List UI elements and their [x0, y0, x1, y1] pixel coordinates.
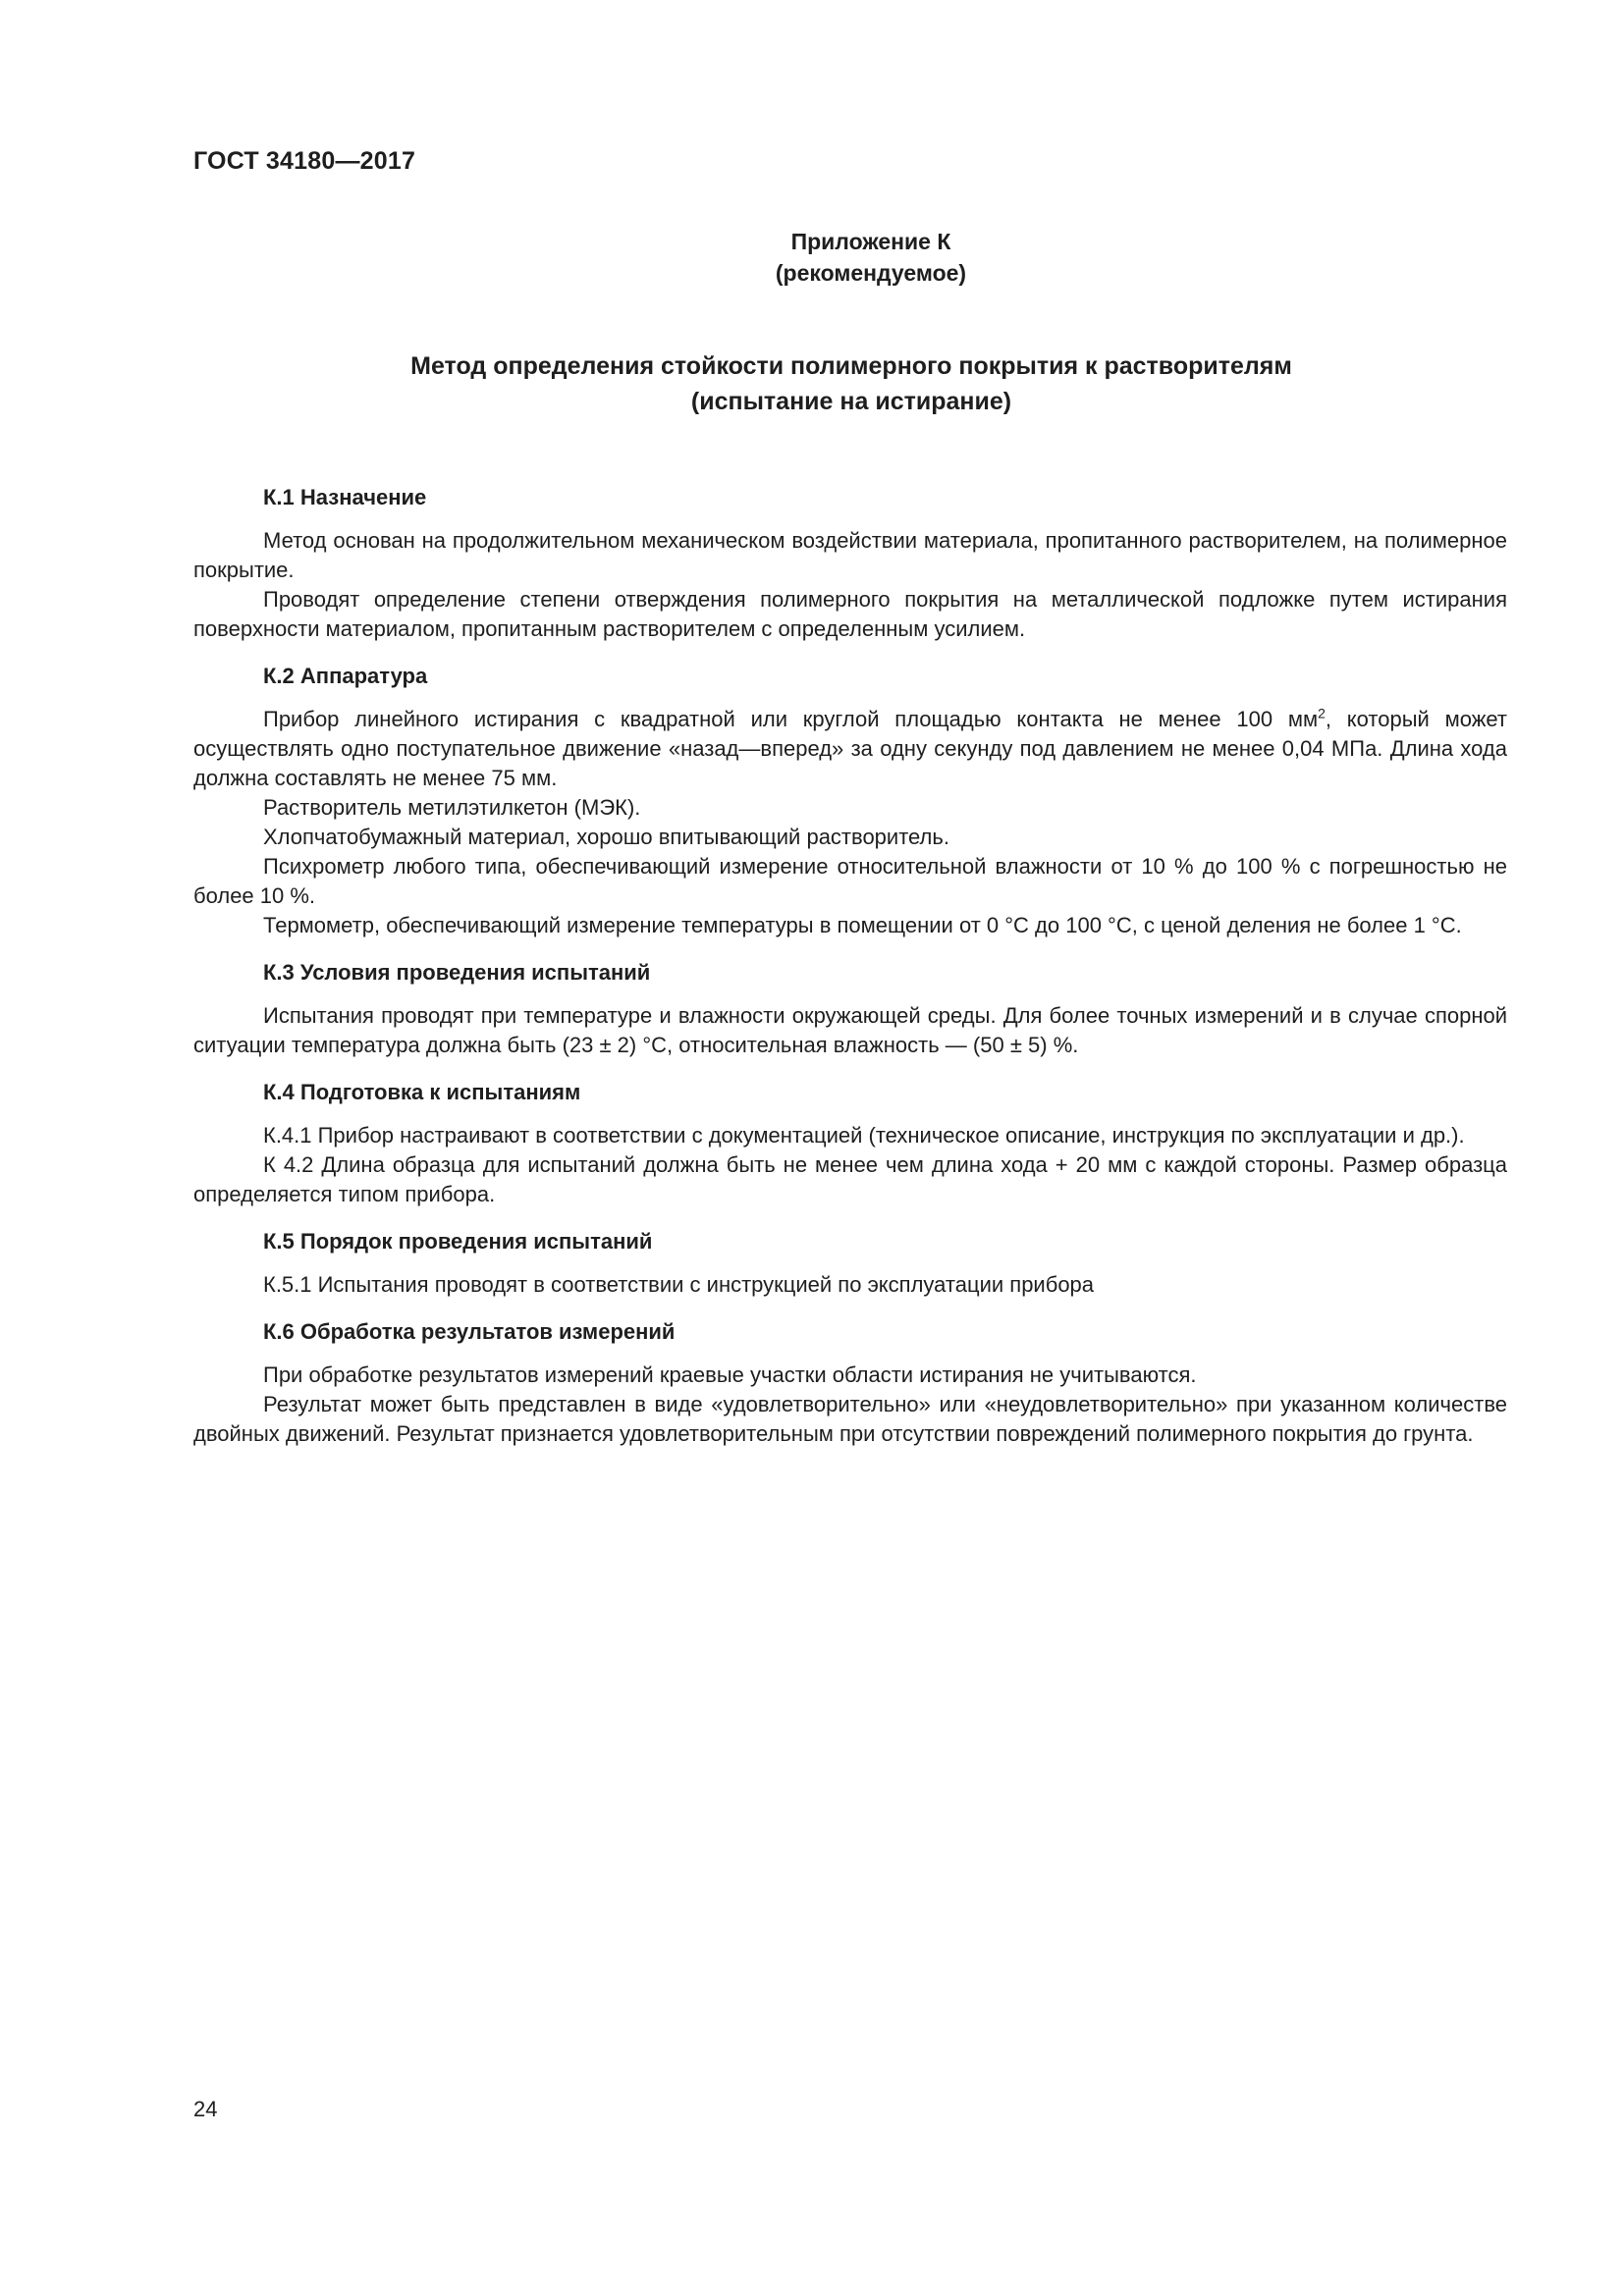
- paragraph: Испытания проводят при температуре и влажности окружающей среды. Для более точных измерений и в случае спорной ситуации температура должна быть (23 ± 2) °С, относительная влажность — (50 ± 5) %.: [193, 1003, 1507, 1057]
- document-body: [193, 483, 1507, 1467]
- appendix-label-block: [0, 226, 1624, 289]
- section-heading: К.6 Обработка результатов измерений: [263, 1319, 676, 1344]
- superscript: 2: [1318, 705, 1326, 721]
- section-heading: К.3 Условия проведения испытаний: [263, 960, 651, 985]
- paragraph: Результат может быть представлен в виде «удовлетворительно» или «неудовлетворительно» при указанном количестве двойных движений. Результат признается удовлетворительным при отсутствии повреждений полимерного покрытия до грунта.: [193, 1392, 1507, 1446]
- paragraph: Проводят определение степени отверждения полимерного покрытия на металлической подложке путем истирания поверхности материалом, пропитанным растворителем с определенным усилием.: [193, 587, 1507, 641]
- title-line-1: Метод определения стойкости полимерного покрытия к растворителям: [410, 352, 1292, 380]
- paragraph: Растворитель метилэтилкетон (МЭК).: [263, 795, 641, 820]
- section-heading: К.1 Назначение: [263, 485, 427, 509]
- section-k5: [193, 1227, 1507, 1300]
- section-k1: [193, 483, 1507, 644]
- paragraph: К 4.2 Длина образца для испытаний должна быть не менее чем длина хода + 20 мм с каждой стороны. Размер образца определяется типом прибора.: [193, 1152, 1507, 1206]
- text-run: , который может осуществлять одно поступательное движение «назад—вперед» за одну секунду под давлением не менее 0,04 МПа. Длина хода должна составлять не менее 75 мм.: [193, 707, 1507, 790]
- paragraph: Метод основан на продолжительном механическом воздействии материала, пропитанного растворителем, на полимерное покрытие.: [193, 528, 1507, 582]
- paragraph: Термометр, обеспечивающий измерение температуры в помещении от 0 °С до 100 °С, с ценой деления не более 1 °С.: [263, 913, 1462, 937]
- paragraph: При обработке результатов измерений краевые участки области истирания не учитываются.: [263, 1362, 1197, 1387]
- section-heading: К.5 Порядок проведения испытаний: [263, 1229, 653, 1254]
- appendix-label: Приложение К: [790, 229, 951, 254]
- paragraph: Хлопчатобумажный материал, хорошо впитывающий растворитель.: [263, 825, 949, 849]
- section-heading: К.2 Аппаратура: [263, 664, 428, 688]
- section-k2: [193, 662, 1507, 940]
- section-k6: [193, 1317, 1507, 1449]
- paragraph: Психрометр любого типа, обеспечивающий измерение относительной влажности от 10 % до 100 % с погрешностью не более 10 %.: [193, 854, 1507, 908]
- document-title: [0, 348, 1624, 419]
- page-number: 24: [193, 2097, 218, 2121]
- paragraph: К.4.1 Прибор настраивают в соответствии с документацией (техническое описание, инструкция по эксплуатации и др.).: [263, 1123, 1465, 1148]
- paragraph: [193, 705, 1507, 793]
- appendix-type: (рекомендуемое): [775, 260, 967, 286]
- document-header: ГОСТ 34180—2017: [193, 147, 416, 175]
- section-k3: [193, 958, 1507, 1060]
- paragraph: К.5.1 Испытания проводят в соответствии с инструкцией по эксплуатации прибора: [263, 1272, 1095, 1297]
- section-heading: К.4 Подготовка к испытаниям: [263, 1080, 581, 1104]
- title-line-2: (испытание на истирание): [690, 388, 1012, 415]
- text-run: Прибор линейного истирания с квадратной или круглой площадью контакта не менее 100 мм: [263, 707, 1319, 731]
- section-k4: [193, 1078, 1507, 1209]
